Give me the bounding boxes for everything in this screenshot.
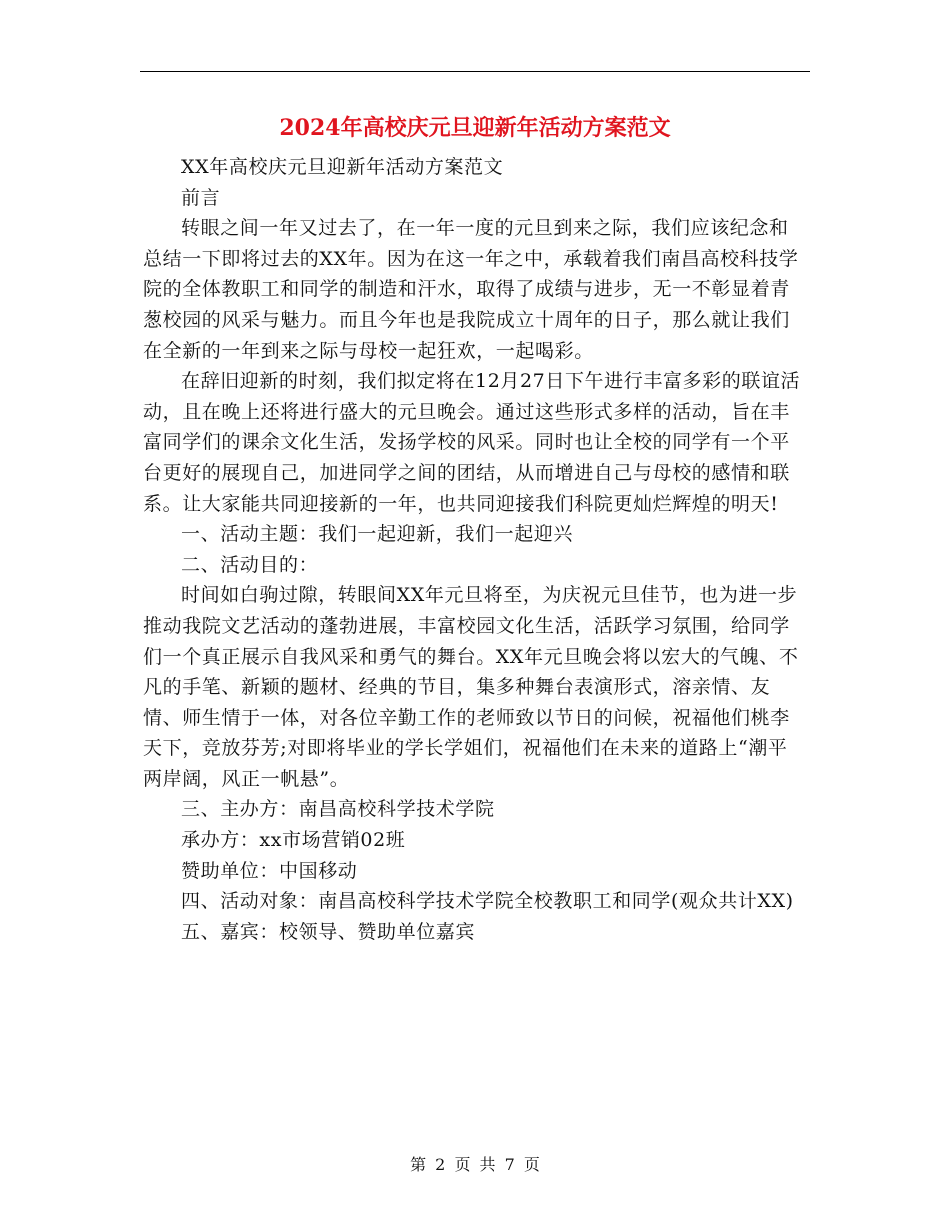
section-host: 三、主办方：南昌高校科学技术学院 [181,798,495,821]
section-audience: 四、活动对象：南昌高校科学技术学院全校教职工和同学(观众共计XX) [181,890,794,913]
section-purpose-paragraph: 时间如白驹过隙，转眼间XX年元旦将至，为庆祝元旦佳节，也为进一步推动我院文艺活动的蓬勃进展，丰富校园文化生活，活跃学习氛围，给同学们一个真正展示自我风采和勇气的舞台。XX年元旦晚会将以宏大的气魄、不凡的手笔、新颖的题材、经典的节目，集多种舞台表演形式，溶亲情、友情、师生情于一体，对各位辛勤工作的老师致以节日的问候，祝福他们桃李天下，竞放芬芳;对即将毕业的学长学姐们，祝福他们在未来的道路上“潮平两岸阔，风正一帆悬”。 [143,584,799,790]
section-theme: 一、活动主题：我们一起迎新，我们一起迎兴 [181,523,574,546]
preface-heading: 前言 [181,186,221,209]
document-body [143,152,807,947]
subtitle-paragraph: XX年高校庆元旦迎新年活动方案范文 [181,156,504,178]
header-rule [140,71,810,72]
document-title: 2024年高校庆元旦迎新年活动方案范文 [279,115,671,141]
section-guests: 五、嘉宾：校领导、赞助单位嘉宾 [181,920,476,943]
section-organizer: 承办方：xx市场营销02班 [181,829,406,852]
section-purpose-heading: 二、活动目的： [181,553,319,576]
preface-paragraph-1: 转眼之间一年又过去了，在一年一度的元旦到来之际，我们应该纪念和总结一下即将过去的XX年。因为在这一年之中，承载着我们南昌高校科技学院的全体教职工和同学的制造和汗水，取得了成绩与进步，无一不彰显着青葱校园的风采与魅力。而且今年也是我院成立十周年的日子，那么就让我们在全新的一年到来之际与母校一起狂欢，一起喝彩。 [143,217,799,362]
section-sponsor: 赞助单位：中国移动 [181,859,358,882]
page-number: 第 2 页 共 7 页 [410,1155,540,1174]
preface-paragraph-2: 在辞旧迎新的时刻，我们拟定将在12月27日下午进行丰富多彩的联谊活动，且在晚上还将进行盛大的元旦晚会。通过这些形式多样的活动，旨在丰富同学们的课余文化生活，发扬学校的风采。同时也让全校的同学有一个平台更好的展现自己，加进同学之间的团结，从而增进自己与母校的感情和联系。让大家能共同迎接新的一年，也共同迎接我们科院更灿烂辉煌的明天! [143,370,801,515]
